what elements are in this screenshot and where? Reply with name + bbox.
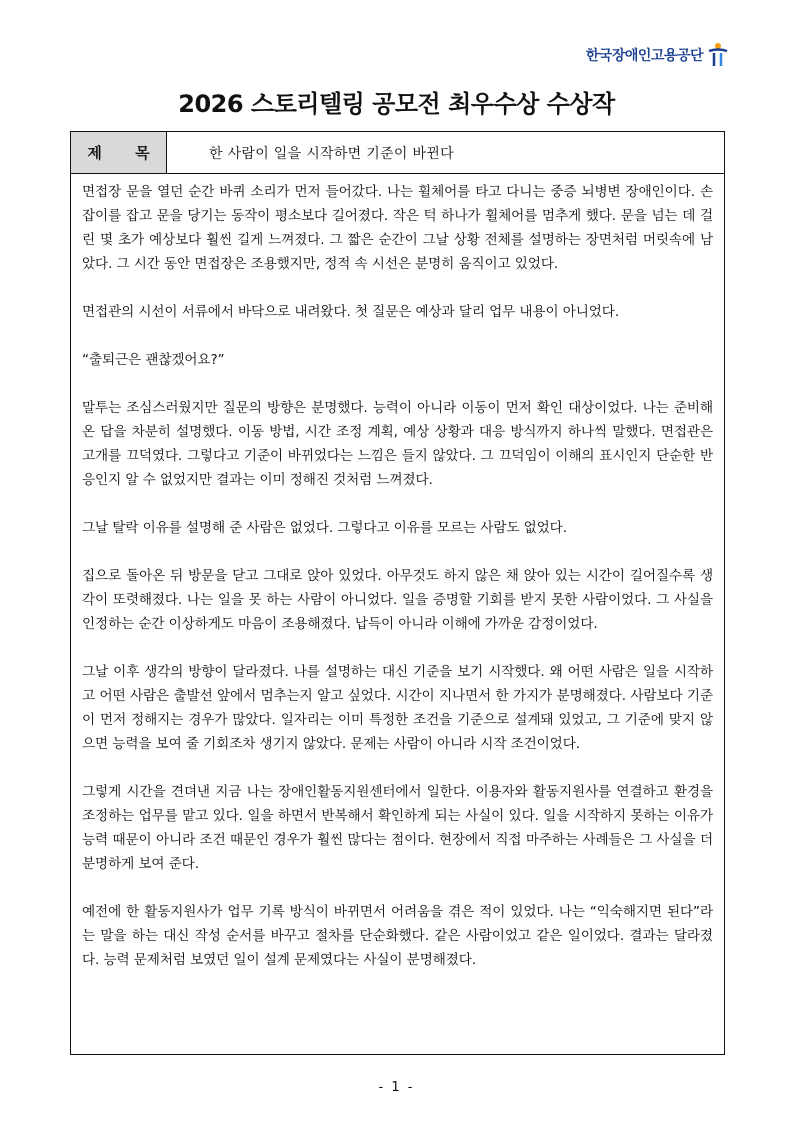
title-label: 제 목 xyxy=(71,132,167,173)
paragraph: 그렇게 시간을 견뎌낸 지금 나는 장애인활동지원센터에서 일한다. 이용자와 활동지원사를 연결하고 환경을 조정하는 업무를 맡고 있다. 일을 하면서 반복해서 확인하게 되는 사실이 있다. 일을 시작하지 못하는 이유가 능력 때문이 아니라 조건 때문인 경우가 훨씬 많다는 점이다. 현장에서 직접 마주하는 사례들은 그 사실을 더 분명하게 보여 준다. xyxy=(82,784,713,872)
paragraph: 말투는 조심스러웠지만 질문의 방향은 분명했다. 능력이 아니라 이동이 먼저 확인 대상이었다. 나는 준비해 온 답을 차분히 설명했다. 이동 방법, 시간 조정 계획, 예상 상황과 대응 방식까지 하나씩 말했다. 면접관은 고개를 끄덕였다. 그렇다고 기준이 바뀌었다는 느낌은 들지 않았다. 그 끄덕임이 이해의 표시인지 단순한 반응인지 알 수 없었지만 결과는 이미 정해진 것처럼 느껴졌다. xyxy=(82,400,713,488)
document-frame xyxy=(70,131,725,1055)
page-title: 2026 스토리텔링 공모전 최우수상 수상작 xyxy=(178,90,615,118)
paragraph: 그날 이후 생각의 방향이 달라졌다. 나를 설명하는 대신 기준을 보기 시작했다. 왜 어떤 사람은 일을 시작하고 어떤 사람은 출발선 앞에서 멈추는지 알고 싶었다. 시간이 지나면서 한 가지가 분명해졌다. 사람보다 기준이 먼저 정해지는 경우가 많았다. 일자리는 이미 특정한 조건을 기준으로 설계돼 있었고, 그 기준에 맞지 않으면 능력을 보여 줄 기회조차 생기지 않았다. 문제는 사람이 아니라 시작 조건이었다. xyxy=(82,664,713,752)
paragraph: 예전에 한 활동지원사가 업무 기록 방식이 바뀌면서 어려움을 겪은 적이 있었다. 나는 “익숙해지면 된다”라는 말을 하는 대신 작성 순서를 바꾸고 절차를 단순화했다. 같은 사람이었고 같은 일이었다. 결과는 달라졌다. 능력 문제처럼 보였던 일이 설계 문제였다는 사실이 분명해졌다. xyxy=(82,904,713,968)
paragraph: 집으로 돌아온 뒤 방문을 닫고 그대로 앉아 있었다. 아무것도 하지 않은 채 앉아 있는 시간이 길어질수록 생각이 또렷해졌다. 나는 일을 못 하는 사람이 아니었다. 일을 증명할 기회를 받지 못한 사람이었다. 그 사실을 인정하는 순간 이상하게도 마음이 조용해졌다. 납득이 아니라 이해에 가까운 감정이었다. xyxy=(82,568,713,632)
page-number: - 1 - xyxy=(378,1080,415,1095)
paragraph: 그날 탈락 이유를 설명해 준 사람은 없었다. 그렇다고 이유를 모르는 사람도 없었다. xyxy=(82,520,567,536)
paragraph: 면접장 문을 열던 순간 바퀴 소리가 먼저 들어갔다. 나는 휠체어를 타고 다니는 중증 뇌병변 장애인이다. 손잡이를 잡고 문을 당기는 동작이 평소보다 길어졌다. 작은 턱 하나가 휠체어를 멈추게 했다. 문을 넘는 데 걸린 몇 초가 예상보다 훨씬 길게 느껴졌다. 그 짧은 순간이 그날 상황 전체를 설명하는 장면처럼 머릿속에 남았다. 그 시간 동안 면접장은 조용했지만, 정적 속 시선은 분명히 움직이고 있었다. xyxy=(82,184,713,272)
org-name: 한국장애인고용공단 xyxy=(585,48,703,64)
title-row xyxy=(71,132,724,174)
paragraph: 면접관의 시선이 서류에서 바닥으로 내려왔다. 첫 질문은 예상과 달리 업무 내용이 아니었다. xyxy=(82,304,620,320)
paragraph: “출퇴근은 괜찮겠어요?” xyxy=(82,352,225,368)
story-title: 한 사람이 일을 시작하면 기준이 바뀐다 xyxy=(209,145,454,162)
org-logo xyxy=(586,42,729,68)
story-body xyxy=(71,174,724,972)
kead-logo-icon xyxy=(707,42,729,68)
